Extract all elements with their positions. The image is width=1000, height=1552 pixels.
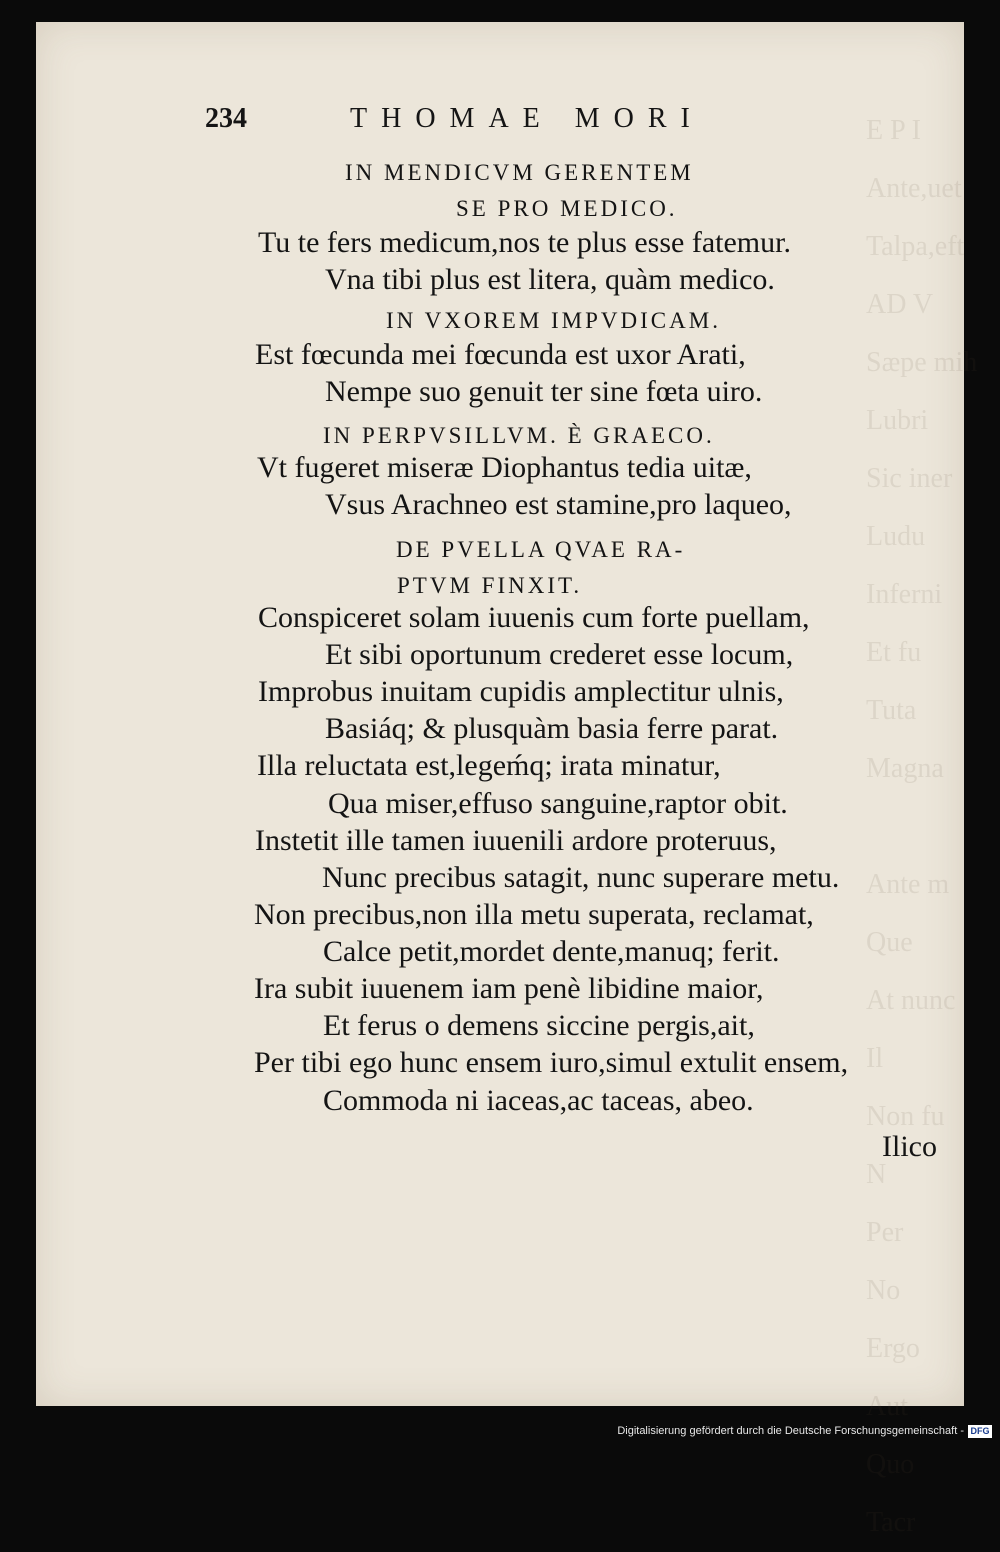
running-header [205, 103, 765, 143]
verse-line: Per tibi ego hunc ensem iuro,simul extulit ensem, [254, 1046, 849, 1079]
verse-line: Est fœcunda mei fœcunda est uxor Arati, [255, 338, 746, 371]
verse-line: Instetit ille tamen iuuenili ardore proteruus, [255, 824, 777, 857]
catchword: Ilico [882, 1130, 937, 1163]
dfg-logo-icon: DFG [968, 1425, 992, 1438]
footer-text: Digitalisierung gefördert durch die Deutsche Forschungsgemeinschaft - [617, 1425, 964, 1437]
verse-line: Qua miser,effuso sanguine,raptor obit. [328, 787, 788, 820]
heading-line: PTVM FINXIT. [397, 573, 583, 598]
verse-line: Calce petit,mordet dente,manuq; ferit. [323, 935, 780, 968]
verse-line: Improbus inuitam cupidis amplectitur ulnis, [258, 675, 784, 708]
digitization-credit [617, 1421, 992, 1441]
heading-line: SE PRO MEDICO. [456, 196, 678, 221]
heading-line: IN VXOREM IMPVDICAM. [386, 308, 721, 333]
heading-line: IN PERPVSILLVM. È GRAECO. [323, 423, 715, 448]
show-through-text: E P I Ante,uet Talpa,eft AD V Sæpe mih Lubri Sic iner Ludu Inferni Et fu Tuta Magna Ante m Que At nunc Il Non fu N Per No Ergo Aut Quo Tacr [866, 115, 978, 1538]
verse-line: Et sibi oportunum crederet esse locum, [325, 638, 794, 671]
verse-line: Vt fugeret miseræ Diophantus tedia uitæ, [257, 451, 752, 484]
verse-line: Basiáq; & plusquàm basia ferre parat. [325, 712, 779, 745]
verse-line: Vsus Arachneo est stamine,pro laqueo, [325, 488, 792, 521]
running-head: THOMAE MORI [350, 103, 704, 134]
verse-line: Illa reluctata est,legeḿq; irata minatur, [257, 749, 721, 782]
verse-line: Vna tibi plus est litera, quàm medico. [325, 263, 775, 296]
verse-line: Nunc precibus satagit, nunc superare metu. [322, 861, 840, 894]
heading-line: IN MENDICVM GERENTEM [345, 160, 694, 185]
heading-line: DE PVELLA QVAE RA- [396, 537, 686, 562]
verse-line: Nempe suo genuit ter sine fœta uiro. [325, 375, 763, 408]
verse-line: Conspiceret solam iuuenis cum forte puellam, [258, 601, 810, 634]
verse-line: Ira subit iuuenem iam penè libidine maior, [254, 972, 764, 1005]
verse-line: Et ferus o demens siccine pergis,ait, [323, 1009, 755, 1042]
page-number: 234 [205, 103, 247, 134]
verse-line: Commoda ni iaceas,ac taceas, abeo. [323, 1084, 754, 1117]
verse-line: Non precibus,non illa metu superata, reclamat, [254, 898, 814, 931]
verse-line: Tu te fers medicum,nos te plus esse fatemur. [258, 226, 791, 259]
